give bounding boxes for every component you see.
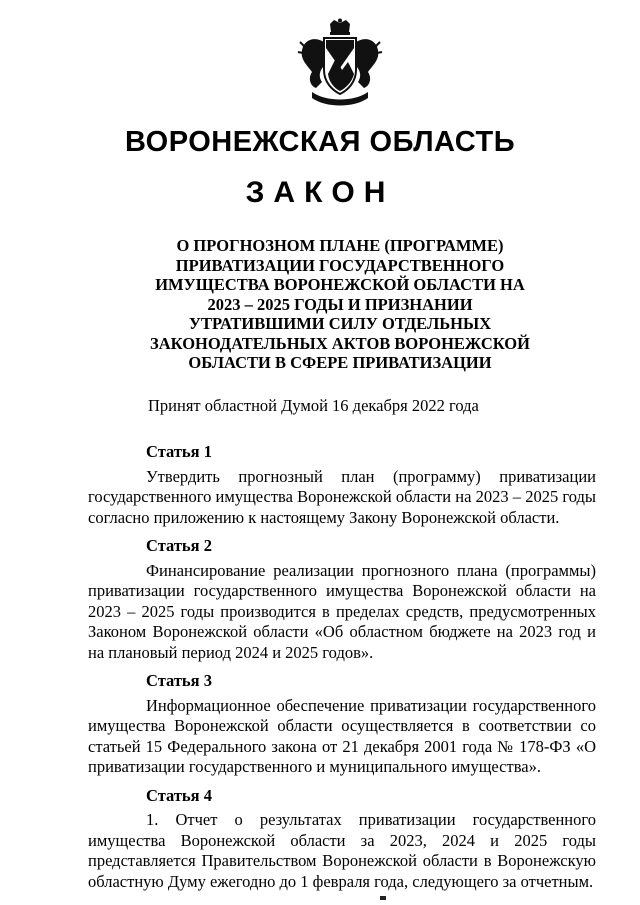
article-4-heading: Статья 4 bbox=[146, 785, 212, 805]
document-body bbox=[88, 442, 596, 900]
article-3-text: Информационное обеспечение приватизации государственного имущества Воронежской области осуществляется в соответствии со статьей 15 Федерального закона от 21 декабря 2001 года № 178-ФЗ «О приватизации государственного и муниципального имущества». bbox=[88, 695, 596, 776]
law-title-line: УТРАТИВШИМИ СИЛУ ОТДЕЛЬНЫХ bbox=[188, 314, 492, 333]
article-1-text: Утвердить прогнозный план (программу) приватизации государственного имущества Воронежской области на 2023 – 2025 годы согласно приложению к настоящему Закону Воронежской области. bbox=[88, 466, 596, 527]
voronezh-coat-of-arms-icon bbox=[296, 18, 384, 108]
law-title-line: О ПРОГНОЗНОМ ПЛАНЕ (ПРОГРАММЕ) bbox=[176, 236, 504, 255]
law-title-line: ПРИВАТИЗАЦИИ ГОСУДАРСТВЕННОГО bbox=[175, 255, 505, 275]
article-3-heading: Статья 3 bbox=[146, 671, 212, 690]
law-title-line: 2023 – 2025 ГОДЫ И ПРИЗНАНИИ bbox=[207, 294, 473, 314]
law-title bbox=[150, 236, 530, 373]
law-title-line: ИМУЩЕСТВА ВОРОНЕЖСКОЙ ОБЛАСТИ НА bbox=[155, 275, 525, 294]
article-4-text: 1. Отчет о результатах приватизации государственного имущества Воронежской области за 2023, 2024 и 2025 годы представляется Правительством Воронежской области в Воронежскую областную Думу ежегодно до 1 февраля года, следующего за отчетным. bbox=[88, 810, 596, 891]
adoption-date: Принят областной Думой 16 декабря 2022 года bbox=[148, 396, 479, 415]
scan-mark bbox=[380, 896, 386, 900]
law-title-line: ЗАКОНОДАТЕЛЬНЫХ АКТОВ ВОРОНЕЖСКОЙ bbox=[150, 333, 530, 353]
region-heading: ВОРОНЕЖСКАЯ ОБЛАСТЬ bbox=[124, 126, 516, 158]
article-2-heading: Статья 2 bbox=[146, 536, 212, 555]
law-title-line: ОБЛАСТИ В СФЕРЕ ПРИВАТИЗАЦИИ bbox=[188, 353, 492, 372]
document-type-heading: ЗАКОН bbox=[245, 176, 395, 209]
article-2-text: Финансирование реализации прогнозного плана (программы) приватизации государственного имущества Воронежской области на 2023 – 2025 годы производится в пределах средств, предусмотренных Законом Воронежской области «Об областном бюджете на 2023 год и на плановый период 2024 и 2025 годов». bbox=[88, 560, 596, 662]
article-1-heading: Статья 1 bbox=[146, 442, 212, 461]
